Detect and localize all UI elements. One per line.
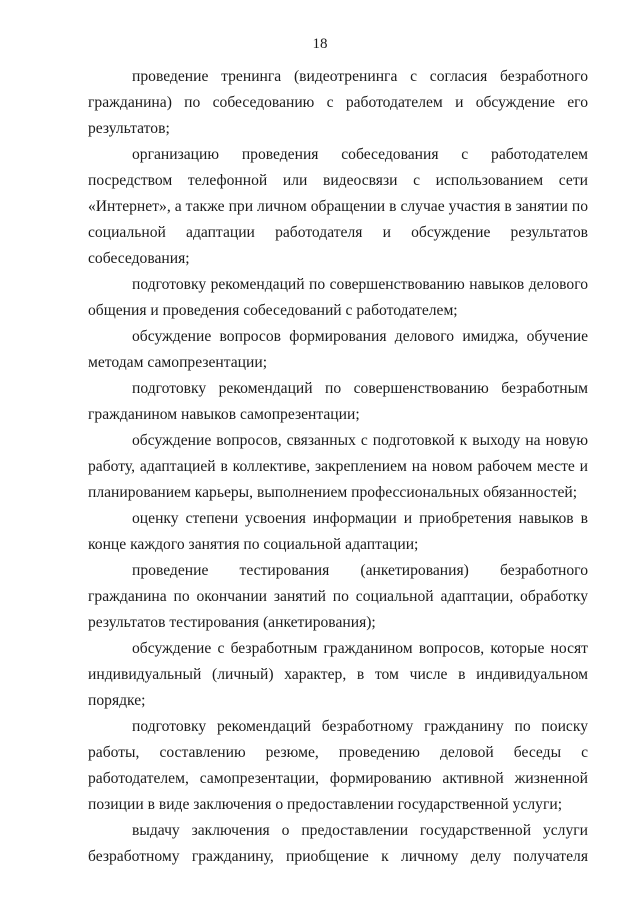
paragraph: организацию проведения собеседования с работодателем посредством телефонной или видеосвязи с использованием сети «Интернет», а также при личном обращении в случае участия в занятии по социальной адаптации работодателя и обсуждение результатов собеседования; [88, 146, 588, 267]
paragraph: обсуждение вопросов, связанных с подготовкой к выходу на новую работу, адаптацией в коллективе, закреплением на новом рабочем месте и планированием карьеры, выполнением профессиональных обязанностей; [88, 432, 588, 501]
paragraph: подготовку рекомендаций по совершенствованию безработным гражданином навыков самопрезентации; [88, 380, 588, 423]
paragraph: проведение тренинга (видеотренинга с согласия безработного гражданина) по собеседованию с работодателем и обсуждение его результатов; [88, 68, 588, 137]
paragraph: обсуждение с безработным гражданином вопросов, которые носят индивидуальный (личный) характер, в том числе в индивидуальном порядке; [88, 640, 588, 709]
paragraph: подготовку рекомендаций по совершенствованию навыков делового общения и проведения собеседований с работодателем; [88, 276, 588, 319]
paragraph: проведение тестирования (анкетирования) безработного гражданина по окончании занятий по социальной адаптации, обработку результатов тестирования (анкетирования); [88, 562, 588, 631]
paragraph: оценку степени усвоения информации и приобретения навыков в конце каждого занятия по социальной адаптации; [88, 510, 588, 553]
document-body [88, 64, 588, 870]
paragraph: подготовку рекомендаций безработному гражданину по поиску работы, составлению резюме, проведению деловой беседы с работодателем, самопрезентации, формированию активной жизненной позиции в виде заключения о предоставлении государственной услуги; [88, 718, 588, 813]
paragraph: выдачу заключения о предоставлении государственной услуги безработному гражданину, приобщение к личному делу получателя [88, 822, 588, 865]
page-number: 18 [312, 36, 328, 52]
paragraph: обсуждение вопросов формирования делового имиджа, обучение методам самопрезентации; [88, 328, 588, 371]
